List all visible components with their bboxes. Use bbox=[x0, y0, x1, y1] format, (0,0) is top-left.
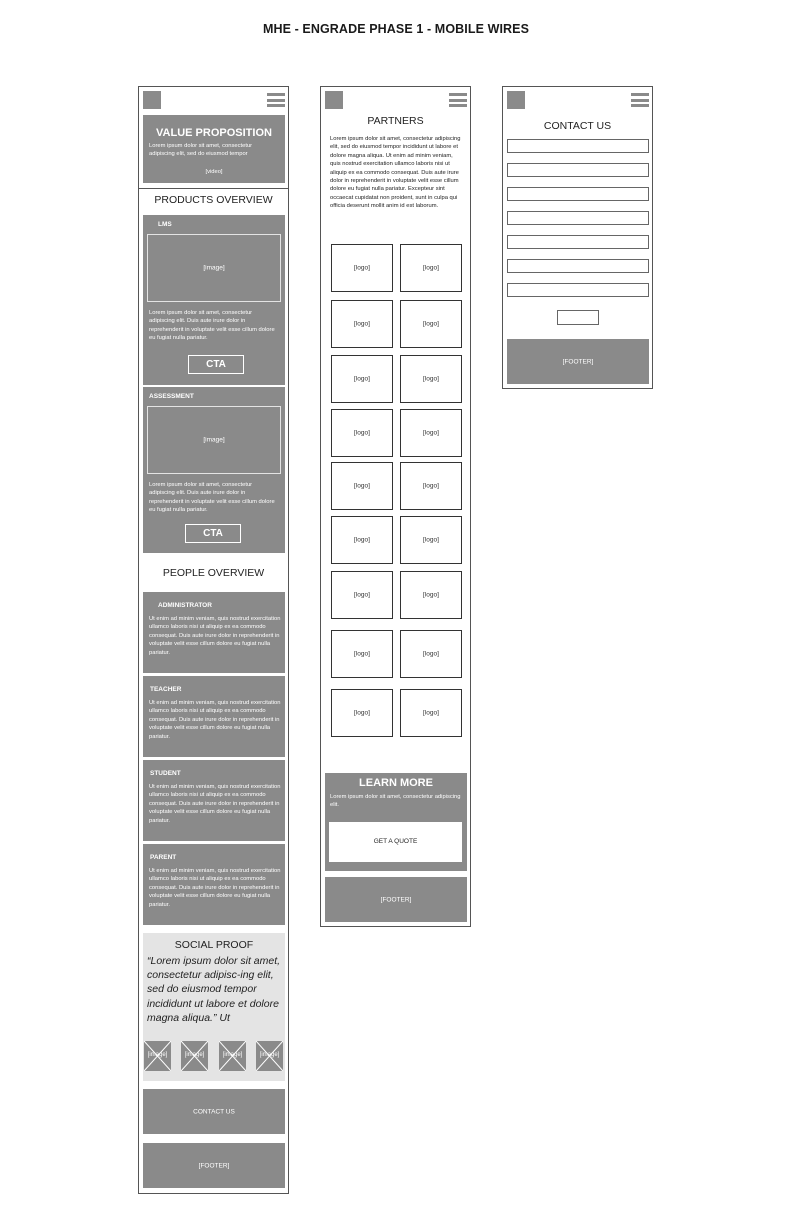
footer: [FOOTER] bbox=[143, 1143, 285, 1188]
logo-placeholder[interactable] bbox=[143, 91, 161, 109]
logo-placeholder[interactable] bbox=[325, 91, 343, 109]
broken-image-icon: [image] bbox=[144, 1041, 171, 1071]
video-placeholder[interactable]: [video] bbox=[205, 169, 223, 175]
partners-wireframe bbox=[320, 86, 471, 927]
people-label: PARENT bbox=[150, 854, 177, 861]
partner-logo-box[interactable] bbox=[331, 689, 393, 737]
broken-image-icon: [image] bbox=[219, 1041, 246, 1071]
contact-us-button[interactable]: CONTACT US bbox=[143, 1089, 285, 1134]
contact-field[interactable] bbox=[507, 139, 649, 153]
partners-heading: PARTNERS bbox=[367, 115, 424, 127]
hamburger-menu-icon[interactable] bbox=[449, 93, 467, 107]
partner-logo-label: [logo] bbox=[423, 375, 439, 383]
people-description: Ut enim ad minim veniam, quis nostrud exercitation ullamco laboris nisi ut aliquip ex ea commodo consequat. Duis aute irure dolor in reprehenderit in voluptate velit esse cillum dolore eu fugiat nulla pariatur. bbox=[149, 616, 281, 656]
partner-logo-label: [logo] bbox=[354, 320, 370, 328]
submit-button[interactable] bbox=[557, 310, 599, 325]
product-label: LMS bbox=[158, 221, 172, 228]
partner-logo-label: [logo] bbox=[423, 536, 439, 544]
partner-logo-box[interactable] bbox=[400, 630, 462, 678]
partner-logo-box[interactable] bbox=[331, 516, 393, 564]
partner-logo-box[interactable] bbox=[400, 409, 462, 457]
social-proof-heading: SOCIAL PROOF bbox=[174, 939, 254, 951]
people-card-parent bbox=[143, 844, 285, 925]
partner-logo-label: [logo] bbox=[354, 264, 370, 272]
product-card-assessment bbox=[143, 387, 285, 553]
home-wireframe bbox=[138, 86, 289, 1194]
partner-logo-box[interactable] bbox=[331, 355, 393, 403]
footer: [FOOTER] bbox=[507, 339, 649, 384]
social-proof-block bbox=[143, 933, 285, 1081]
image-placeholder: [image] bbox=[147, 234, 281, 302]
contact-field[interactable] bbox=[507, 235, 649, 249]
partner-logo-label: [logo] bbox=[423, 264, 439, 272]
contact-field[interactable] bbox=[507, 163, 649, 177]
products-overview-heading: PRODUCTS OVERVIEW bbox=[154, 194, 273, 206]
partner-logo-label: [logo] bbox=[354, 591, 370, 599]
people-card-teacher bbox=[143, 676, 285, 757]
footer: [FOOTER] bbox=[325, 877, 467, 922]
people-card-student bbox=[143, 760, 285, 841]
partner-logo-label: [logo] bbox=[354, 536, 370, 544]
partners-intro-text: Lorem ipsum dolor sit amet, consectetur adipiscing elit, sed do eiusmod tempor incididunt ut labore et dolore magna aliqua. Ut enim ad minim veniam, quis nostrud exercitation ullamco laboris nisi ut aliquip ex ea commodo consequat. Duis aute irure dolor in reprehenderit in voluptate velit esse cillum dolore eu fugiat nulla pariatur. Excepteur sint occaecat cupidatat non proident, sunt in culpa qui officia deserunt mollit anim id est laborum. bbox=[330, 136, 461, 210]
partner-logo-label: [logo] bbox=[354, 429, 370, 437]
learn-more-title: LEARN MORE bbox=[359, 777, 433, 789]
partner-logo-box[interactable] bbox=[400, 571, 462, 619]
partner-logo-box[interactable] bbox=[400, 516, 462, 564]
partner-logo-label: [logo] bbox=[423, 429, 439, 437]
broken-image-icon: [image] bbox=[181, 1041, 208, 1071]
learn-more-text: Lorem ipsum dolor sit amet, consectetur adipiscing elit. bbox=[330, 794, 461, 809]
people-label: TEACHER bbox=[150, 686, 182, 693]
partner-logo-box[interactable] bbox=[400, 689, 462, 737]
partner-logo-box[interactable] bbox=[400, 355, 462, 403]
partner-logo-label: [logo] bbox=[423, 709, 439, 717]
people-card-administrator bbox=[143, 592, 285, 673]
image-placeholder: [image] bbox=[147, 406, 281, 474]
partner-logo-box[interactable] bbox=[331, 409, 393, 457]
assessment-cta-button[interactable]: CTA bbox=[185, 524, 241, 543]
value-proposition-text: Lorem ipsum dolor sit amet, consectetur adipiscing elit, sed do eiusmod tempor bbox=[149, 143, 253, 158]
partner-logo-label: [logo] bbox=[423, 482, 439, 490]
partner-logo-label: [logo] bbox=[354, 482, 370, 490]
partner-logo-label: [logo] bbox=[423, 591, 439, 599]
product-description: Lorem ipsum dolor sit amet, consectetur adipiscing elit. Duis aute irure dolor in reprehenderit in voluptate velit esse cillum dolore eu fugiat nulla pariatur. bbox=[149, 310, 275, 342]
get-a-quote-button[interactable]: GET A QUOTE bbox=[329, 822, 462, 862]
partner-logo-label: [logo] bbox=[423, 650, 439, 658]
contact-field[interactable] bbox=[507, 259, 649, 273]
contact-us-heading: CONTACT US bbox=[543, 120, 612, 132]
contact-field[interactable] bbox=[507, 283, 649, 297]
page-title: MHE - ENGRADE PHASE 1 - MOBILE WIRES bbox=[262, 22, 530, 36]
people-description: Ut enim ad minim veniam, quis nostrud exercitation ullamco laboris nisi ut aliquip ex ea commodo consequat. Duis aute irure dolor in reprehenderit in voluptate velit esse cillum dolore eu fugiat nulla pariatur. bbox=[149, 700, 281, 740]
partner-logo-box[interactable] bbox=[331, 630, 393, 678]
people-label: ADMINISTRATOR bbox=[158, 602, 212, 609]
broken-image-icon: [image] bbox=[256, 1041, 283, 1071]
people-overview-heading: PEOPLE OVERVIEW bbox=[162, 567, 265, 579]
partner-logo-box[interactable] bbox=[400, 462, 462, 510]
partner-logo-box[interactable] bbox=[331, 571, 393, 619]
people-description: Ut enim ad minim veniam, quis nostrud exercitation ullamco laboris nisi ut aliquip ex ea commodo consequat. Duis aute irure dolor in reprehenderit in voluptate velit esse cillum dolore eu fugiat nulla pariatur. bbox=[149, 868, 281, 908]
value-proposition-block bbox=[143, 115, 285, 183]
partner-logo-label: [logo] bbox=[354, 375, 370, 383]
section-divider bbox=[139, 188, 288, 189]
product-label: ASSESSMENT bbox=[149, 393, 194, 400]
people-description: Ut enim ad minim veniam, quis nostrud exercitation ullamco laboris nisi ut aliquip ex ea commodo consequat. Duis aute irure dolor in reprehenderit in voluptate velit esse cillum dolore eu fugiat nulla pariatur. bbox=[149, 784, 281, 824]
logo-placeholder[interactable] bbox=[507, 91, 525, 109]
partner-logo-box[interactable] bbox=[331, 462, 393, 510]
partner-logo-box[interactable] bbox=[331, 300, 393, 348]
lms-cta-button[interactable]: CTA bbox=[188, 355, 244, 374]
value-proposition-title: VALUE PROPOSITION bbox=[156, 127, 272, 139]
testimonial-quote: “Lorem ipsum dolor sit amet, consectetur adipisc-ing elit, sed do eiusmod tempor incididunt ut labore et dolore magna aliqua.” Ut bbox=[147, 955, 281, 1024]
people-label: STUDENT bbox=[150, 770, 181, 777]
hamburger-menu-icon[interactable] bbox=[267, 93, 285, 107]
product-card-lms bbox=[143, 215, 285, 385]
contact-wireframe bbox=[502, 86, 653, 389]
partner-logo-label: [logo] bbox=[423, 320, 439, 328]
partner-logo-label: [logo] bbox=[354, 650, 370, 658]
hamburger-menu-icon[interactable] bbox=[631, 93, 649, 107]
partner-logo-box[interactable] bbox=[400, 300, 462, 348]
contact-field[interactable] bbox=[507, 211, 649, 225]
partner-logo-box[interactable] bbox=[331, 244, 393, 292]
partner-logo-label: [logo] bbox=[354, 709, 370, 717]
partner-logo-box[interactable] bbox=[400, 244, 462, 292]
product-description: Lorem ipsum dolor sit amet, consectetur adipiscing elit. Duis aute irure dolor in reprehenderit in voluptate velit esse cillum dolore eu fugiat nulla pariatur. bbox=[149, 482, 275, 514]
contact-field[interactable] bbox=[507, 187, 649, 201]
learn-more-block bbox=[325, 773, 467, 871]
